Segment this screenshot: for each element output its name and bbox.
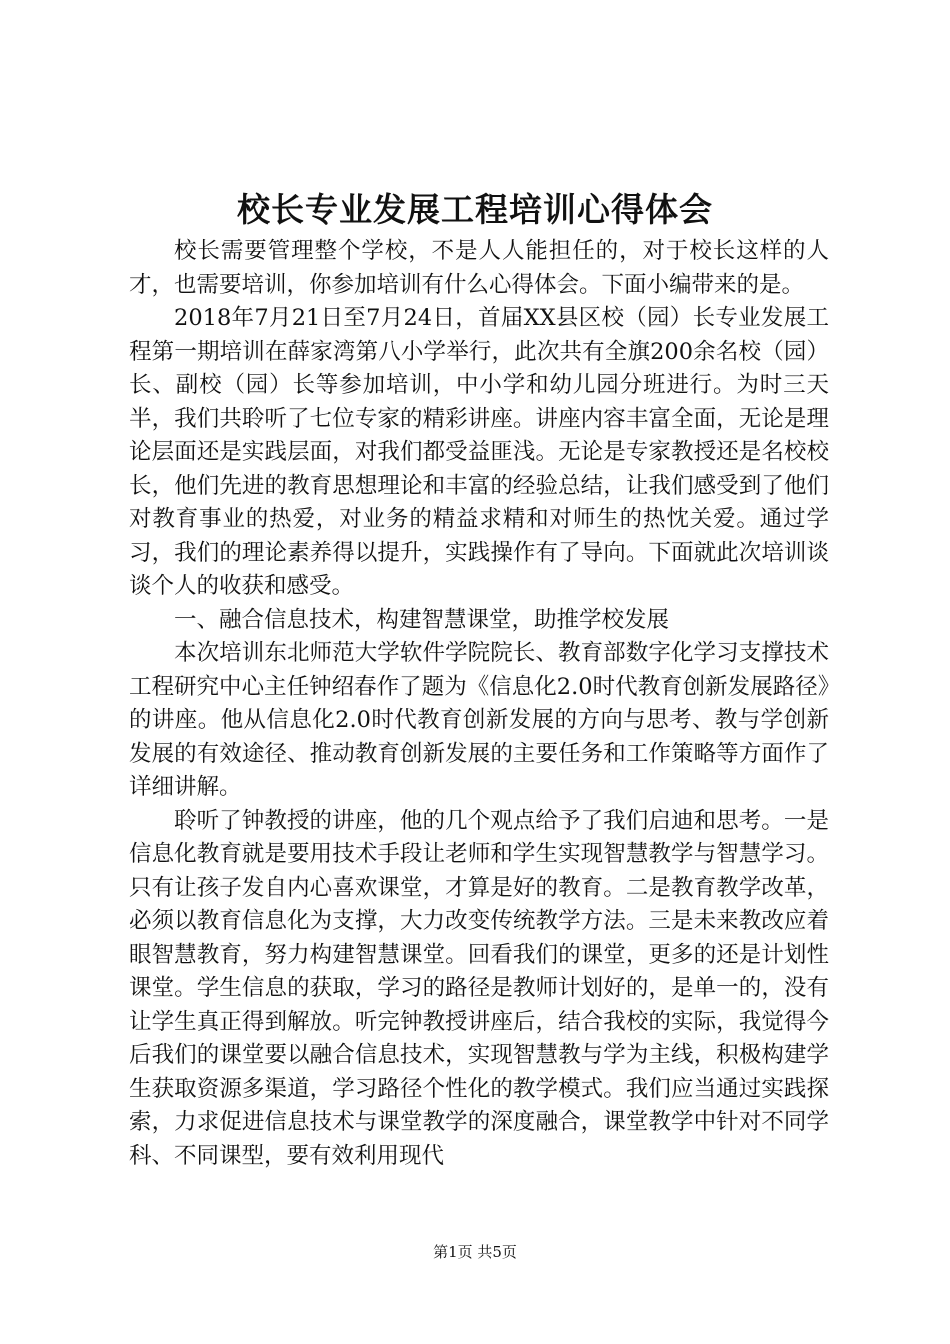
section-heading-1: 一、融合信息技术，构建智慧课堂，助推学校发展 xyxy=(174,606,670,633)
document-title: 校长专业发展工程培训心得体会 xyxy=(237,190,713,229)
paragraph-reflection: 聆听了钟教授的讲座，他的几个观点给予了我们启迪和思考。一是信息化教育就是要用技术手段让老师和学生实现智慧教学与智慧学习。只有让孩子发自内心喜欢课堂，才算是好的教育。二是教育教学改革，必须以教育信息化为支撑，大力改变传统教学方法。三是未来教改应着眼智慧教育，努力构建智慧课堂。回看我们的课堂，更多的还是计划性课堂。学生信息的获取，学习的路径是教师计划好的，是单一的，没有让学生真正得到解放。听完钟教授讲座后，结合我校的实际，我觉得今后我们的课堂要以融合信息技术，实现智慧教与学为主线，积极构建学生获取资源多渠道，学习路径个性化的教学模式。我们应当通过实践探索，力求促进信息技术与课堂教学的深度融合，课堂教学中针对不同学科、不同课型，要有效利用现代 xyxy=(129,807,829,1169)
paragraph-lecture-summary: 本次培训东北师范大学软件学院院长、教育部数字化学习支撑技术工程研究中心主任钟绍春作了题为《信息化2.0时代教育创新发展路径》的讲座。他从信息化2.0时代教育创新发展的方向与思考、教与学创新发展的有效途径、推动教育创新发展的主要任务和工作策略等方面作了详细讲解。 xyxy=(129,640,829,800)
paragraph-training-overview: 2018年7月21日至7月24日，首届XX县区校（园）长专业发展工程第一期培训在薛家湾第八小学举行，此次共有全旗200余名校（园）长、副校（园）长等参加培训，中小学和幼儿园分班进行。为时三天半，我们共聆听了七位专家的精彩讲座。讲座内容丰富全面，无论是理论层面还是实践层面，对我们都受益匪浅。无论是专家教授还是名校校长，他们先进的教育思想理论和丰富的经验总结，让我们感受到了他们对教育事业的热爱，对业务的精益求精和对师生的热忱关爱。通过学习，我们的理论素养得以提升，实践操作有了导向。下面就此次培训谈谈个人的收获和感受。 xyxy=(129,305,829,599)
paragraph-intro: 校长需要管理整个学校，不是人人能担任的，对于校长这样的人才，也需要培训，你参加培训有什么心得体会。下面小编带来的是。 xyxy=(129,238,829,298)
document-body xyxy=(129,235,829,1173)
page-footer: 第1页 共5页 xyxy=(433,1243,517,1261)
